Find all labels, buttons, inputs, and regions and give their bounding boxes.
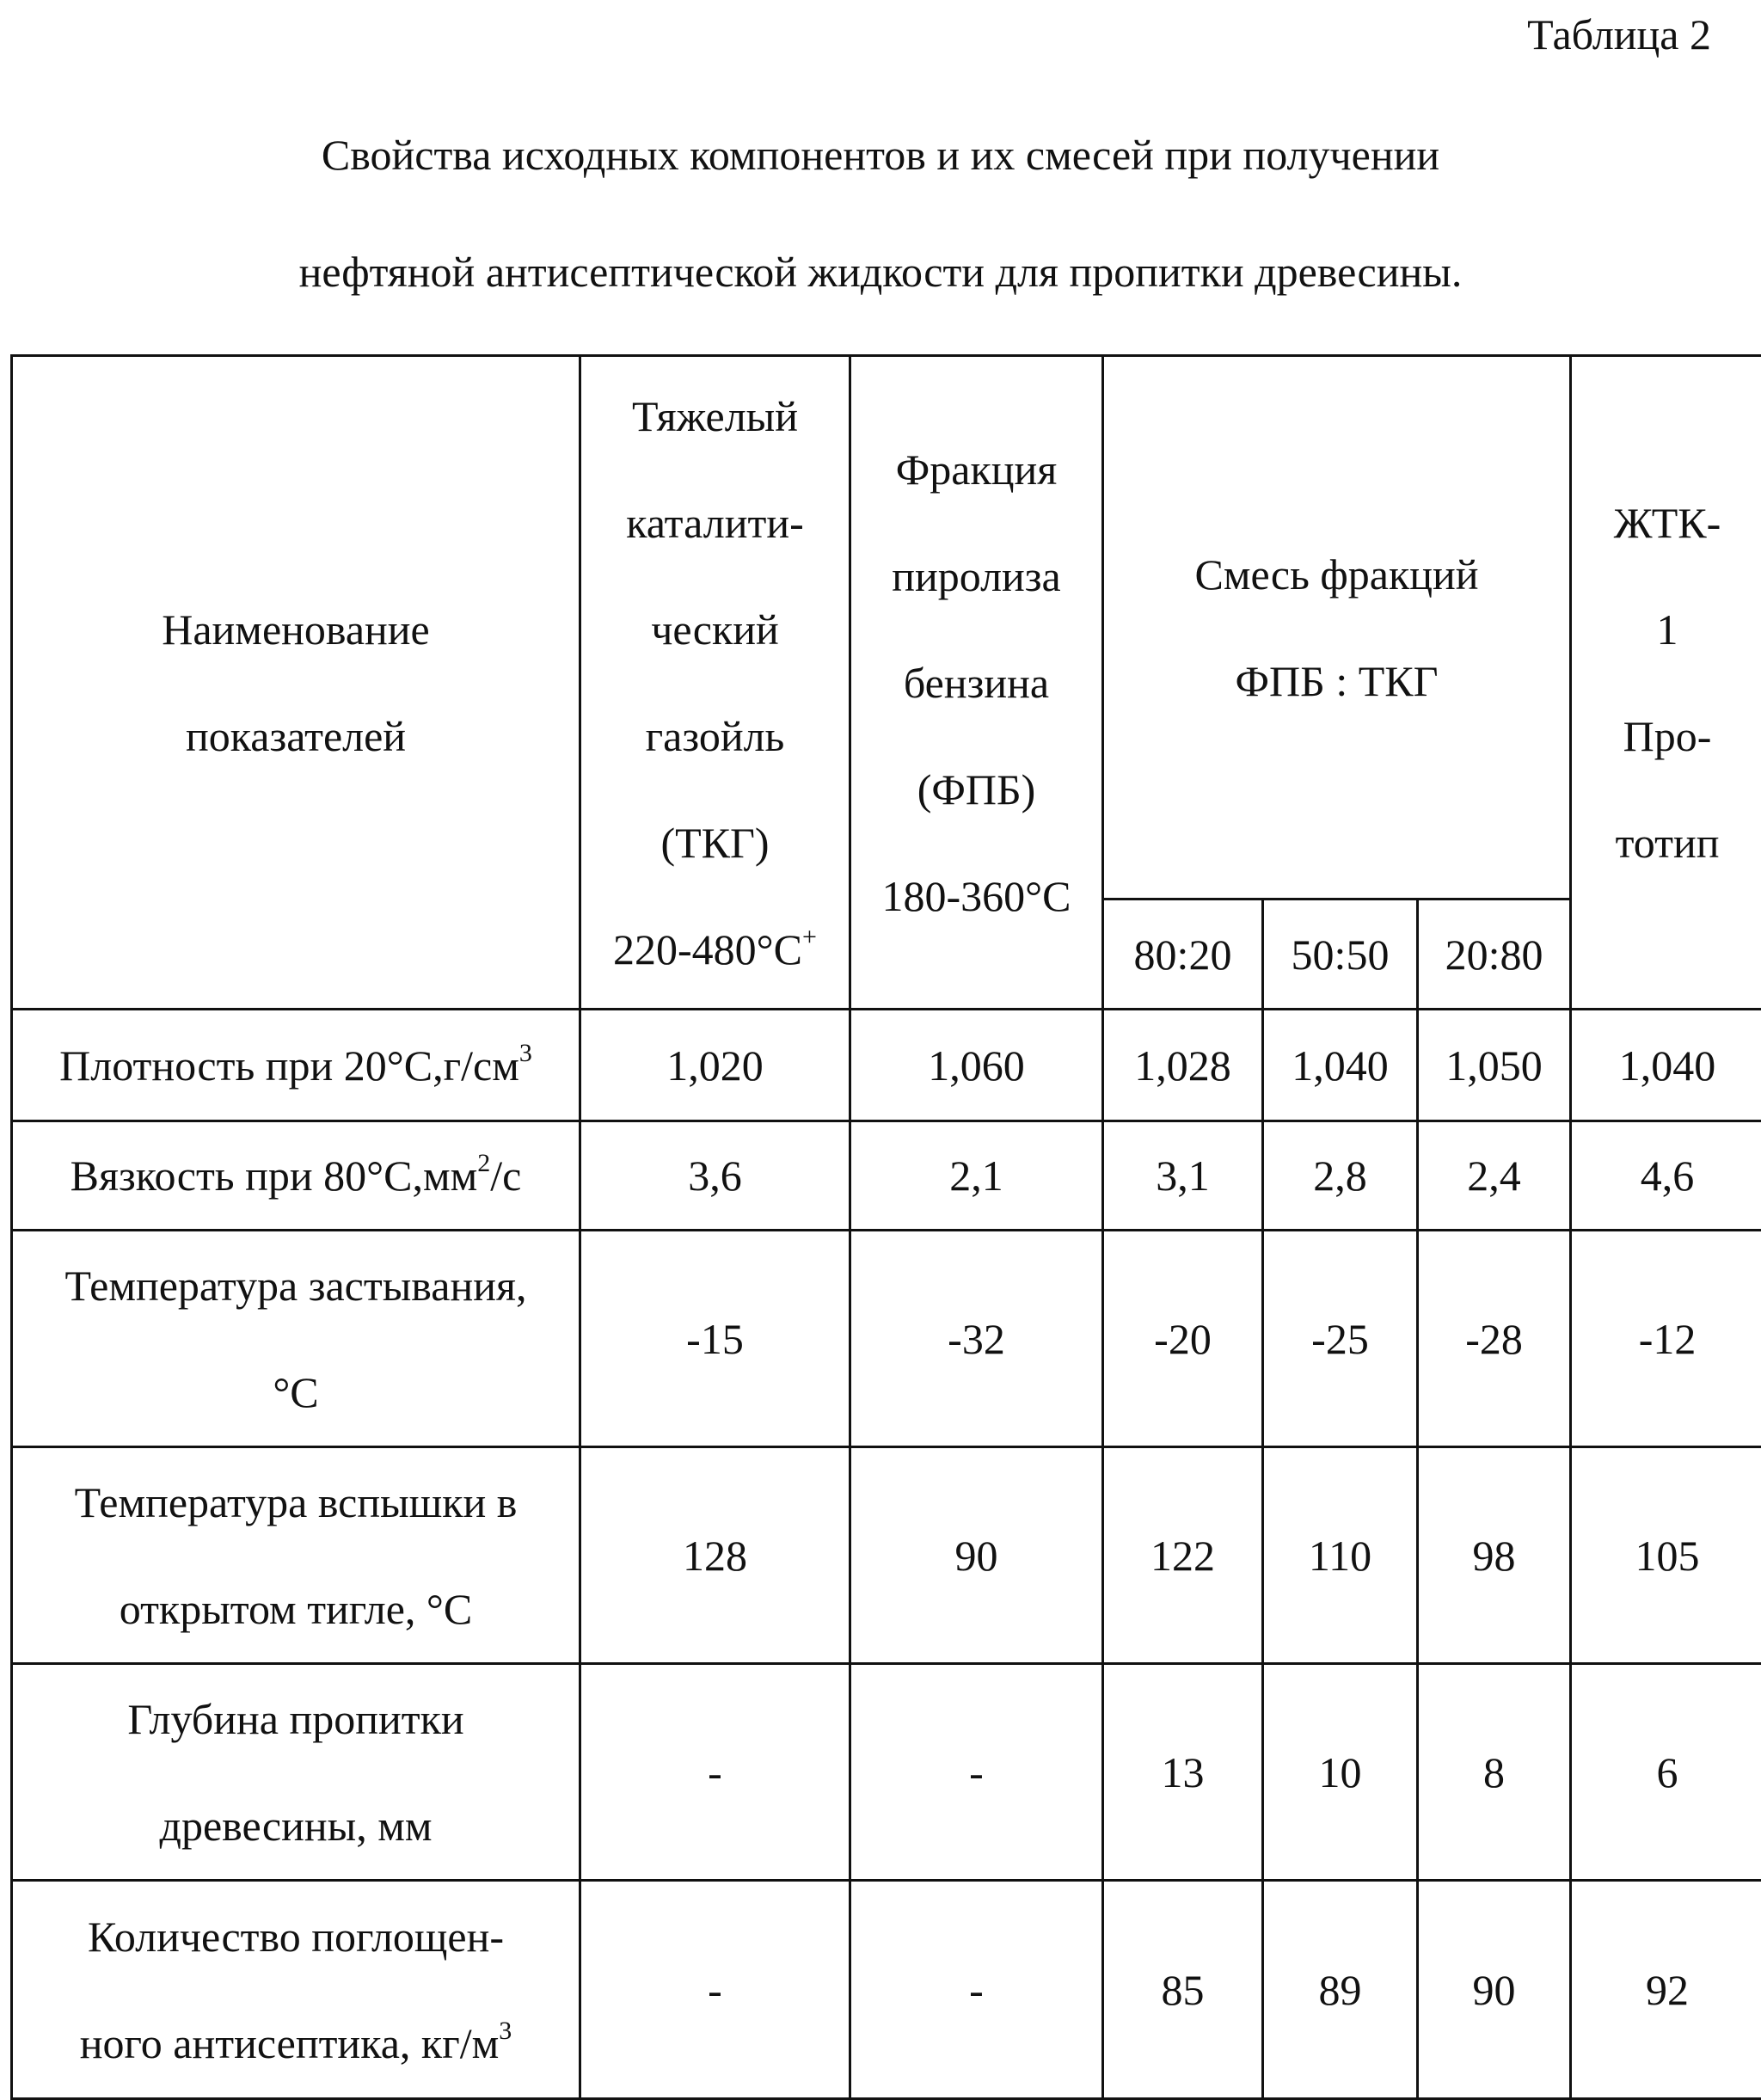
table-cell: 128 (580, 1447, 850, 1664)
header-tkg-line-3: ческий (581, 576, 849, 683)
row-label-impregnation-depth (12, 1664, 580, 1881)
document-title-line-1: Свойства исходных компонентов и их смесей при получении (0, 127, 1761, 182)
header-fpb-line-5: 180-360°С (851, 843, 1101, 949)
header-tkg-line-1: Тяжелый (581, 363, 849, 470)
table-cell: -28 (1418, 1231, 1571, 1447)
header-fpb-line-3: бензина (851, 629, 1101, 736)
row-label-flash-point (12, 1447, 580, 1664)
header-cell-fpb (850, 356, 1103, 1010)
table-cell: 92 (1571, 1881, 1761, 2099)
table-row (12, 1121, 1761, 1231)
table-cell: -12 (1571, 1231, 1761, 1447)
row-label-text: Вязкость при 80°С,мм (71, 1151, 478, 1200)
row-label-absorbed-antiseptic (12, 1881, 580, 2099)
header-zhtk-line-2: 1 (1572, 576, 1761, 683)
row-label-superscript: 3 (519, 1039, 532, 1067)
table-cell: -25 (1263, 1231, 1418, 1447)
header-tkg-line-2: каталити- (581, 470, 849, 576)
header-name-line-2: показателей (13, 683, 579, 789)
table-cell: - (580, 1881, 850, 2099)
header-fpb-line-4: (ФПБ) (851, 736, 1101, 843)
table-row (12, 1881, 1761, 2099)
table-cell: 6 (1571, 1664, 1761, 1881)
table-caption-label: Таблица 2 (1527, 7, 1711, 62)
table-cell: 89 (1263, 1881, 1418, 2099)
properties-table (10, 354, 1761, 2100)
table-cell: 3,6 (580, 1121, 850, 1231)
table-cell: 13 (1103, 1664, 1263, 1881)
row-label-line-1: Температура вспышки в (13, 1449, 579, 1556)
header-ratio-20-80: 20:80 (1418, 900, 1571, 1010)
row-label-pour-point (12, 1231, 580, 1447)
row-label-superscript: 3 (499, 2017, 512, 2045)
header-cell-mix (1103, 356, 1571, 900)
table-cell: 1,040 (1263, 1010, 1418, 1121)
table-cell: 1,060 (850, 1010, 1103, 1121)
table-cell: 1,020 (580, 1010, 850, 1121)
row-label-viscosity (12, 1121, 580, 1231)
table-cell: -15 (580, 1231, 850, 1447)
table-cell: 2,4 (1418, 1121, 1571, 1231)
header-ratio-80-20: 80:20 (1103, 900, 1263, 1010)
table-cell: 122 (1103, 1447, 1263, 1664)
table-cell: 1,040 (1571, 1010, 1761, 1121)
table-cell: -20 (1103, 1231, 1263, 1447)
row-label-line-1: Количество поглощен- (13, 1883, 579, 1990)
table-cell: - (580, 1664, 850, 1881)
table-cell: 110 (1263, 1447, 1418, 1664)
header-zhtk-line-3: Про- (1572, 683, 1761, 789)
table-cell: 2,8 (1263, 1121, 1418, 1231)
table-cell: -32 (850, 1231, 1103, 1447)
table-cell: 10 (1263, 1664, 1418, 1881)
row-label-density (12, 1010, 580, 1121)
table-cell: 4,6 (1571, 1121, 1761, 1231)
table-cell: 90 (850, 1447, 1103, 1664)
row-label-line-1: Температура застывания, (13, 1232, 579, 1339)
header-zhtk-line-4: тотип (1572, 789, 1761, 896)
table-cell: 1,028 (1103, 1010, 1263, 1121)
table-row (12, 1664, 1761, 1881)
header-cell-zhtk (1571, 356, 1761, 1010)
table-cell: 98 (1418, 1447, 1571, 1664)
header-tkg-line-6 (581, 896, 849, 1003)
table-row (12, 1447, 1761, 1664)
document-title-line-2: нефтяной антисептической жидкости для пропитки древесины. (0, 244, 1761, 299)
table-cell: 90 (1418, 1881, 1571, 2099)
table-cell: - (850, 1881, 1103, 2099)
row-label-tail: /с (490, 1151, 521, 1200)
header-tkg-superscript: + (802, 923, 817, 951)
header-mix-line-2: ФПБ : ТКГ (1104, 628, 1569, 734)
header-fpb-line-2: пиролиза (851, 523, 1101, 629)
table-cell: 1,050 (1418, 1010, 1571, 1121)
row-label-text: Плотность при 20°С,г/см (59, 1041, 519, 1090)
row-label-line-2: древесины, мм (13, 1772, 579, 1879)
table-cell: 8 (1418, 1664, 1571, 1881)
header-cell-tkg (580, 356, 850, 1010)
row-label-text: ного антисептика, кг/м (80, 2019, 500, 2067)
header-name-line-1: Наименование (13, 576, 579, 683)
table-cell: 2,1 (850, 1121, 1103, 1231)
table-row (12, 1010, 1761, 1121)
row-label-line-2: °С (13, 1339, 579, 1446)
header-tkg-range: 220-480°С (613, 925, 802, 973)
table-cell: 105 (1571, 1447, 1761, 1664)
header-tkg-line-5: (ТКГ) (581, 789, 849, 896)
row-label-line-1: Глубина пропитки (13, 1666, 579, 1772)
header-ratio-50-50: 50:50 (1263, 900, 1418, 1010)
table-cell: 3,1 (1103, 1121, 1263, 1231)
header-mix-line-1: Смесь фракций (1104, 521, 1569, 628)
row-label-superscript: 2 (477, 1149, 490, 1177)
header-cell-name (12, 356, 580, 1010)
table-row (12, 1231, 1761, 1447)
row-label-line-2: открытом тигле, °С (13, 1556, 579, 1662)
header-zhtk-line-1: ЖТК- (1572, 470, 1761, 576)
row-label-line-2 (13, 1990, 579, 2097)
table-cell: - (850, 1664, 1103, 1881)
table-cell: 85 (1103, 1881, 1263, 2099)
header-tkg-line-4: газойль (581, 683, 849, 789)
header-fpb-line-1: Фракция (851, 416, 1101, 523)
